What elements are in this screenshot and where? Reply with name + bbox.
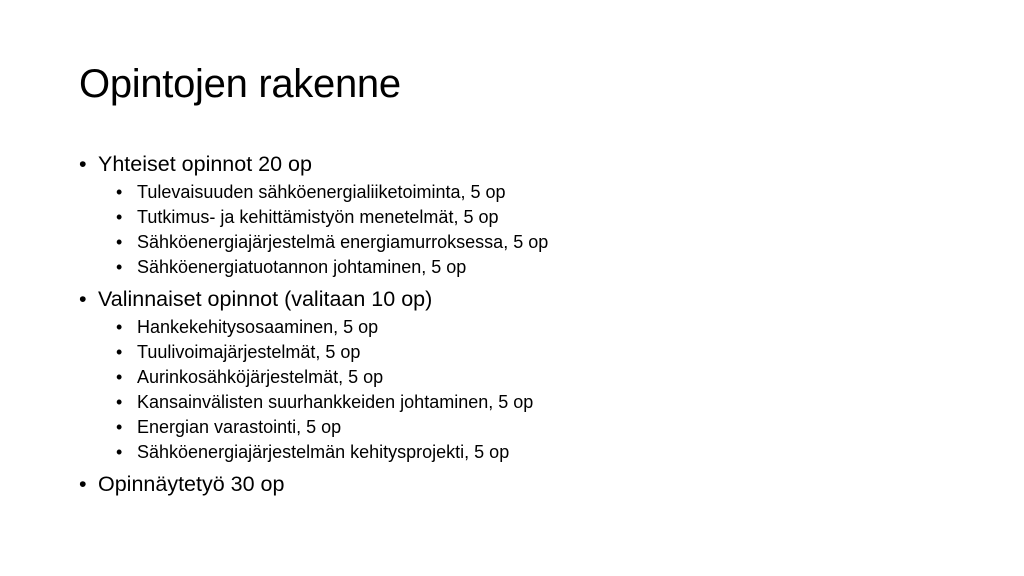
bullet-icon: • [116,207,123,227]
sub-list [79,315,959,465]
bullet-icon: • [116,417,123,437]
sub-list [79,180,959,280]
bullet-icon: • [79,287,87,311]
list-item [116,205,959,230]
list-item-label: Sähköenergiajärjestelmän kehitysprojekti, 5 op [137,442,510,462]
list-item-label: Tutkimus- ja kehittämistyön menetelmät, 5 op [137,207,499,227]
list-item-label: Kansainvälisten suurhankkeiden johtaminen, 5 op [137,392,534,412]
list-item-label: Hankekehitysosaaminen, 5 op [137,317,379,337]
list-item-label: Tuulivoimajärjestelmät, 5 op [137,342,361,362]
section-heading [79,470,959,498]
bullet-icon: • [116,232,123,252]
section-opinnaytetyo [79,470,959,498]
section-label: Yhteiset opinnot 20 op [98,152,312,176]
bullet-list [79,150,959,498]
section-heading [79,150,959,178]
list-item [116,180,959,205]
list-item [116,440,959,465]
bullet-icon: • [116,182,123,202]
list-item [116,255,959,280]
section-label: Opinnäytetyö 30 op [98,472,285,496]
list-item [116,315,959,340]
section-heading [79,285,959,313]
bullet-icon: • [116,367,123,387]
list-item-label: Energian varastointi, 5 op [137,417,342,437]
list-item-label: Tulevaisuuden sähköenergialiiketoiminta, 5 op [137,182,506,202]
list-item [116,365,959,390]
bullet-icon: • [116,342,123,362]
list-item-label: Sähköenergiatuotannon johtaminen, 5 op [137,257,467,277]
section-label: Valinnaiset opinnot (valitaan 10 op) [98,287,433,311]
bullet-icon: • [79,472,87,496]
bullet-icon: • [116,442,123,462]
list-item [116,390,959,415]
slide-title: Opintojen rakenne [79,62,401,106]
list-item [116,340,959,365]
list-item-label: Aurinkosähköjärjestelmät, 5 op [137,367,384,387]
section-yhteiset [79,150,959,280]
bullet-icon: • [116,257,123,277]
list-item [116,230,959,255]
section-valinnaiset [79,285,959,465]
bullet-icon: • [116,392,123,412]
bullet-icon: • [79,152,87,176]
list-item-label: Sähköenergiajärjestelmä energiamurroksessa, 5 op [137,232,549,252]
list-item [116,415,959,440]
bullet-icon: • [116,317,123,337]
